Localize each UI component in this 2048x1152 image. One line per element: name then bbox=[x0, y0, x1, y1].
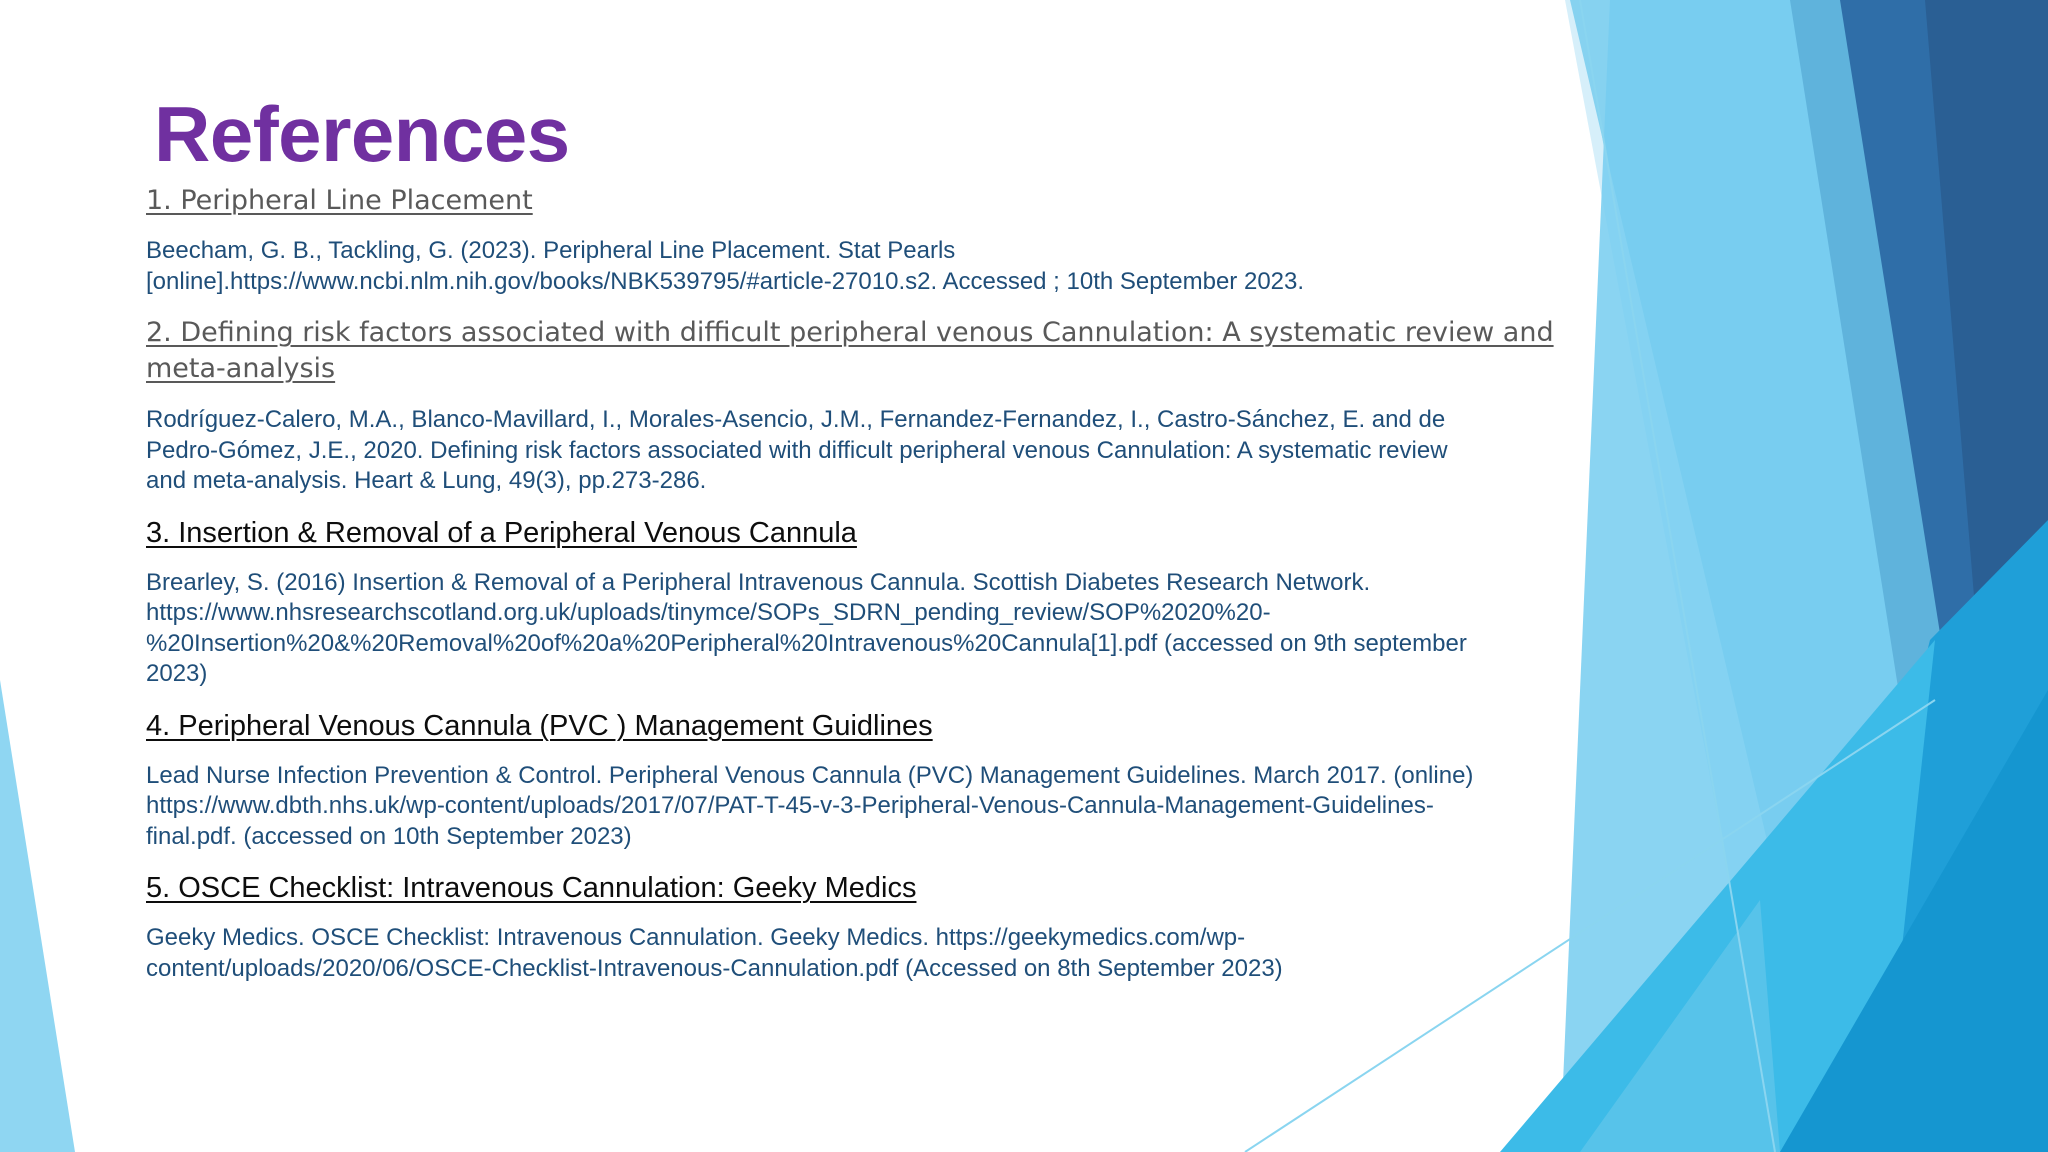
reference-5-heading[interactable]: 5. OSCE Checklist: Intravenous Cannulation: Geeky Medics bbox=[146, 872, 917, 904]
references-content bbox=[146, 88, 1566, 984]
reference-5 bbox=[146, 870, 1566, 984]
reference-1 bbox=[146, 183, 1566, 297]
reference-2-heading-line-2[interactable]: meta-analysis bbox=[146, 353, 336, 384]
reference-3-heading[interactable]: 3. Insertion & Removal of a Peripheral Venous Cannula bbox=[146, 516, 857, 549]
reference-2 bbox=[146, 315, 1566, 497]
reference-3 bbox=[146, 515, 1566, 690]
reference-3-body-line-3[interactable]: %20Insertion%20&%20Removal%20of%20a%20Peripheral%20Intravenous%20Cannula[1].pdf (accessed on 9th september bbox=[146, 629, 1467, 657]
reference-3-body-line-4: 2023) bbox=[146, 660, 208, 687]
reference-4-heading[interactable]: 4. Peripheral Venous Cannula (PVC ) Management Guidlines bbox=[146, 709, 933, 742]
reference-4-body-line-2[interactable]: https://www.dbth.nhs.uk/wp-content/uploads/2017/07/PAT-T-45-v-3-Peripheral-Venous-Cannula-Management-Guidelines- bbox=[146, 792, 1434, 819]
reference-3-body-line-2[interactable]: https://www.nhsresearchscotland.org.uk/uploads/tinymce/SOPs_SDRN_pending_review/SOP%2020%20- bbox=[146, 599, 1271, 626]
reference-4-body-line-3[interactable]: final.pdf. (accessed on 10th September 2023) bbox=[146, 822, 632, 850]
left-accent-shape bbox=[0, 680, 75, 1152]
reference-3-body-line-1: Brearley, S. (2016) Insertion & Removal of a Peripheral Intravenous Cannula. Scottish Diabetes Research Network. bbox=[146, 568, 1371, 596]
reference-1-body-line-1: Beecham, G. B., Tackling, G. (2023). Peripheral Line Placement. Stat Pearls bbox=[146, 237, 956, 264]
reference-4-body-line-1: Lead Nurse Infection Prevention & Control. Peripheral Venous Cannula (PVC) Management Guidelines. March 2017. (online) bbox=[146, 761, 1474, 789]
reference-2-body-line-3: and meta-analysis. Heart & Lung, 49(3), pp.273-286. bbox=[146, 467, 707, 494]
reference-1-body-line-2[interactable]: [online].https://www.ncbi.nlm.nih.gov/books/NBK539795/#article-27010.s2. Accessed ; 10th September 2023. bbox=[146, 267, 1305, 295]
reference-5-body-line-2[interactable]: content/uploads/2020/06/OSCE-Checklist-Intravenous-Cannulation.pdf (Accessed on 8th September 2023) bbox=[146, 954, 1283, 982]
reference-2-body-line-2: Pedro-Gómez, J.E., 2020. Defining risk factors associated with difficult peripheral venous Cannulation: A systematic review bbox=[146, 436, 1448, 464]
reference-2-body-line-1: Rodríguez-Calero, M.A., Blanco-Mavillard, I., Morales-Asencio, J.M., Fernandez-Fernandez, I., Castro-Sánchez, E. and de bbox=[146, 406, 1446, 433]
reference-2-heading-line-1[interactable]: 2. Defining risk factors associated with difficult peripheral venous Cannulation: A systematic review and bbox=[146, 317, 1554, 348]
slide-title: References bbox=[154, 90, 570, 178]
reference-1-heading[interactable]: 1. Peripheral Line Placement bbox=[146, 185, 533, 216]
reference-4 bbox=[146, 708, 1566, 853]
reference-5-body-line-1[interactable]: Geeky Medics. OSCE Checklist: Intravenous Cannulation. Geeky Medics. https://geekymedics.com/wp- bbox=[146, 924, 1246, 951]
